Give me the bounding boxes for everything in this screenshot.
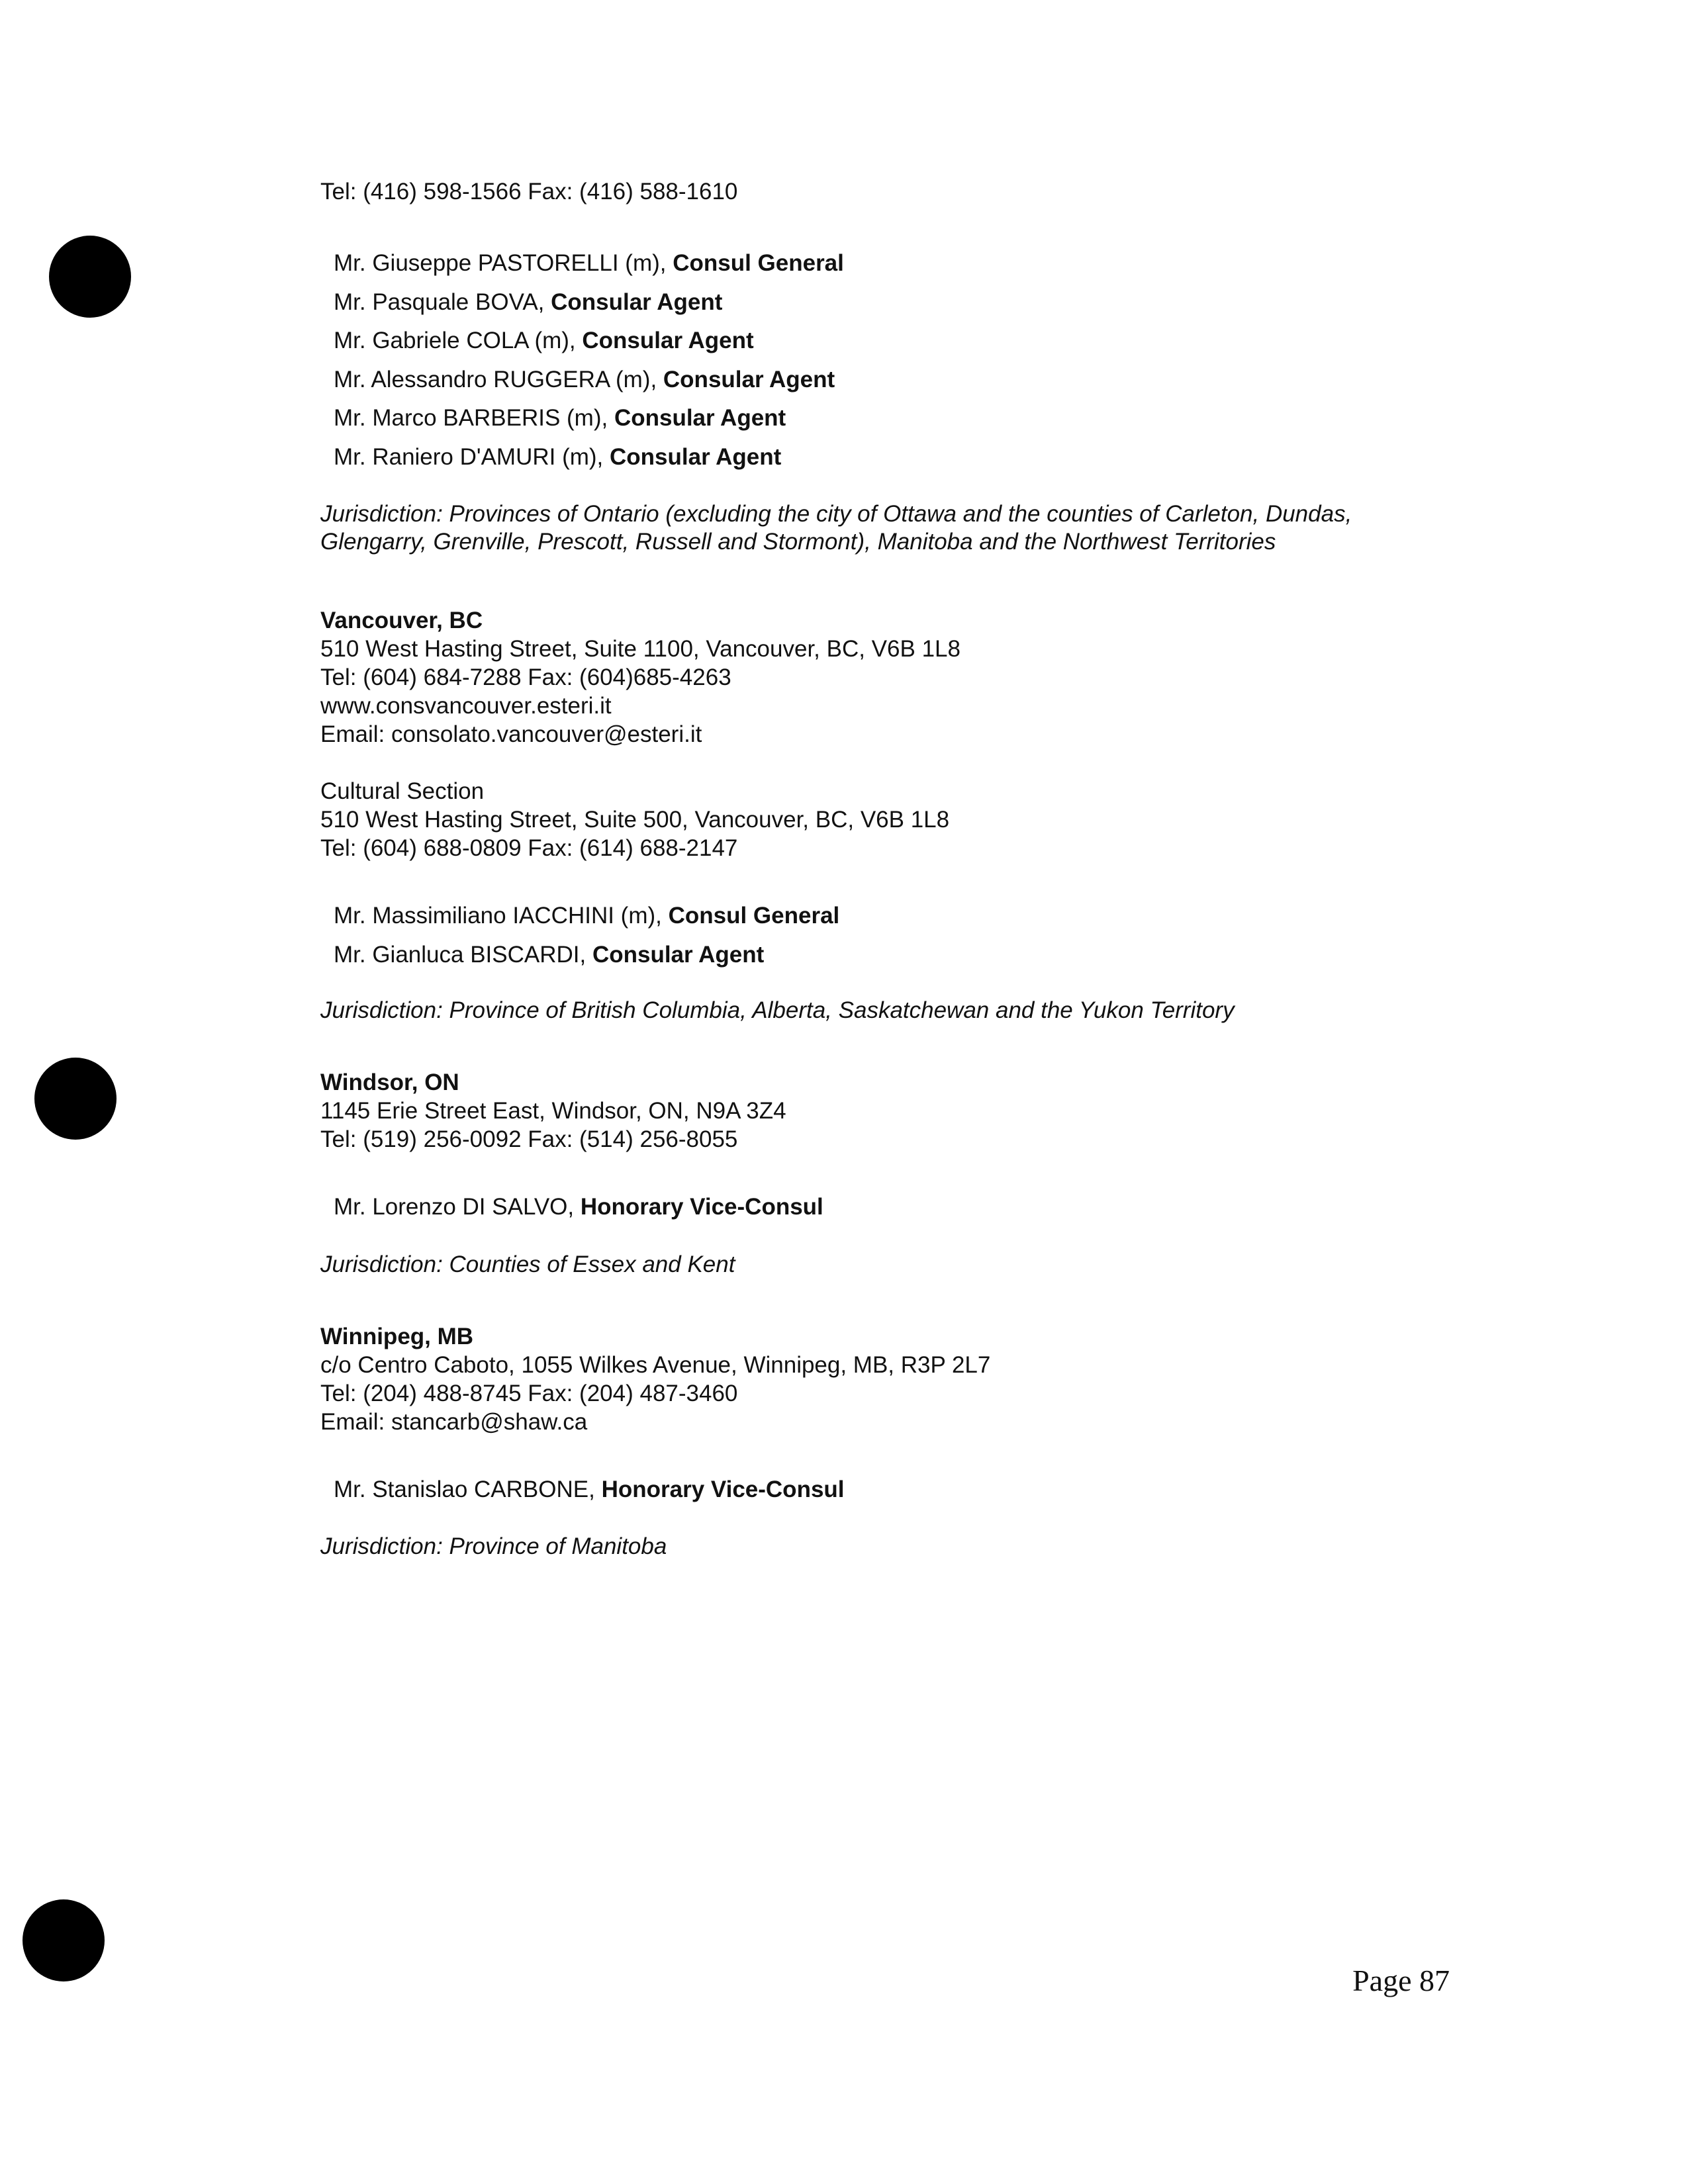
official-role: Consular Agent	[614, 405, 786, 431]
official-name: Mr. Giuseppe PASTORELLI (m),	[334, 250, 673, 276]
officials-list	[320, 1471, 1406, 1510]
official-name: Mr. Alessandro RUGGERA (m),	[334, 366, 663, 392]
punch-hole-bottom	[23, 1899, 105, 1981]
official-entry	[334, 1471, 1406, 1510]
official-role: Consular Agent	[610, 443, 782, 470]
officials-list	[320, 897, 1406, 974]
officials-list	[320, 244, 1406, 477]
official-name: Mr. Raniero D'AMURI (m),	[334, 443, 610, 470]
official-name: Mr. Stanislao CARBONE,	[334, 1476, 602, 1502]
official-entry	[334, 1188, 1406, 1227]
punch-hole-top	[49, 236, 131, 318]
winnipeg-section	[320, 1322, 1406, 1561]
address: 510 West Hasting Street, Suite 500, Vancouver, BC, V6B 1L8	[320, 807, 950, 833]
jurisdiction-note: Jurisdiction: Province of British Columbia, Alberta, Saskatchewan and the Yukon Territory	[320, 997, 1235, 1023]
city-heading: Vancouver, BC	[320, 608, 483, 633]
vancouver-section	[320, 606, 1406, 1024]
official-entry	[334, 399, 1406, 438]
official-name: Mr. Gianluca BISCARDI,	[334, 941, 592, 968]
address: c/o Centro Caboto, 1055 Wilkes Avenue, Winnipeg, MB, R3P 2L7	[320, 1351, 991, 1378]
address: 510 West Hasting Street, Suite 1100, Vancouver, BC, V6B 1L8	[320, 636, 961, 662]
contact-tel-fax: Tel: (604) 684-7288 Fax: (604)685-4263	[320, 664, 731, 690]
officials-list	[320, 1188, 1406, 1227]
address: 1145 Erie Street East, Windsor, ON, N9A 3Z4	[320, 1098, 786, 1124]
punch-hole-middle	[34, 1058, 117, 1140]
official-role: Honorary Vice-Consul	[601, 1476, 845, 1502]
official-role: Consular Agent	[551, 289, 723, 315]
contact-tel-fax: Tel: (604) 688-0809 Fax: (614) 688-2147	[320, 835, 738, 861]
official-entry	[334, 361, 1406, 400]
official-entry	[334, 936, 1406, 975]
contact-tel-fax: Tel: (416) 598-1566 Fax: (416) 588-1610	[320, 179, 738, 205]
official-name: Mr. Pasquale BOVA,	[334, 289, 551, 315]
official-role: Consular Agent	[663, 366, 835, 392]
official-entry	[334, 322, 1406, 361]
official-name: Mr. Gabriele COLA (m),	[334, 328, 583, 353]
email: Email: consolato.vancouver@esteri.it	[320, 721, 702, 747]
jurisdiction-note: Jurisdiction: Province of Manitoba	[320, 1533, 667, 1559]
jurisdiction-note: Jurisdiction: Provinces of Ontario (excluding the city of Ottawa and the counties of Carleton, Dundas, Glengarry, Grenville, Prescott, Russell and Stormont), Manitoba and the Northwest Territories	[320, 501, 1352, 555]
official-entry	[334, 244, 1406, 283]
cultural-title: Cultural Section	[320, 778, 485, 804]
consulate-listing	[320, 177, 1406, 1561]
windsor-section	[320, 1068, 1406, 1279]
official-name: Mr. Massimiliano IACCHINI (m),	[334, 903, 669, 929]
official-name: Mr. Lorenzo DI SALVO,	[334, 1194, 581, 1220]
official-name: Mr. Marco BARBERIS (m),	[334, 405, 614, 431]
city-heading: Windsor, ON	[320, 1069, 459, 1095]
cultural-section	[320, 777, 1406, 862]
contact-tel-fax: Tel: (204) 488-8745 Fax: (204) 487-3460	[320, 1380, 738, 1406]
official-entry	[334, 897, 1406, 936]
website: www.consvancouver.esteri.it	[320, 693, 612, 719]
official-entry	[334, 438, 1406, 477]
official-role: Consular Agent	[582, 328, 754, 353]
official-role: Consul General	[668, 903, 840, 929]
official-entry	[334, 283, 1406, 322]
email: Email: stancarb@shaw.ca	[320, 1408, 588, 1435]
jurisdiction-note: Jurisdiction: Counties of Essex and Kent	[320, 1251, 735, 1277]
contact-tel-fax: Tel: (519) 256-0092 Fax: (514) 256-8055	[320, 1126, 738, 1152]
official-role: Consul General	[673, 250, 844, 276]
page-number: Page 87	[1352, 1964, 1450, 1997]
toronto-section	[320, 177, 1406, 556]
official-role: Honorary Vice-Consul	[580, 1194, 823, 1220]
city-heading: Winnipeg, MB	[320, 1323, 474, 1349]
official-role: Consular Agent	[592, 941, 765, 968]
